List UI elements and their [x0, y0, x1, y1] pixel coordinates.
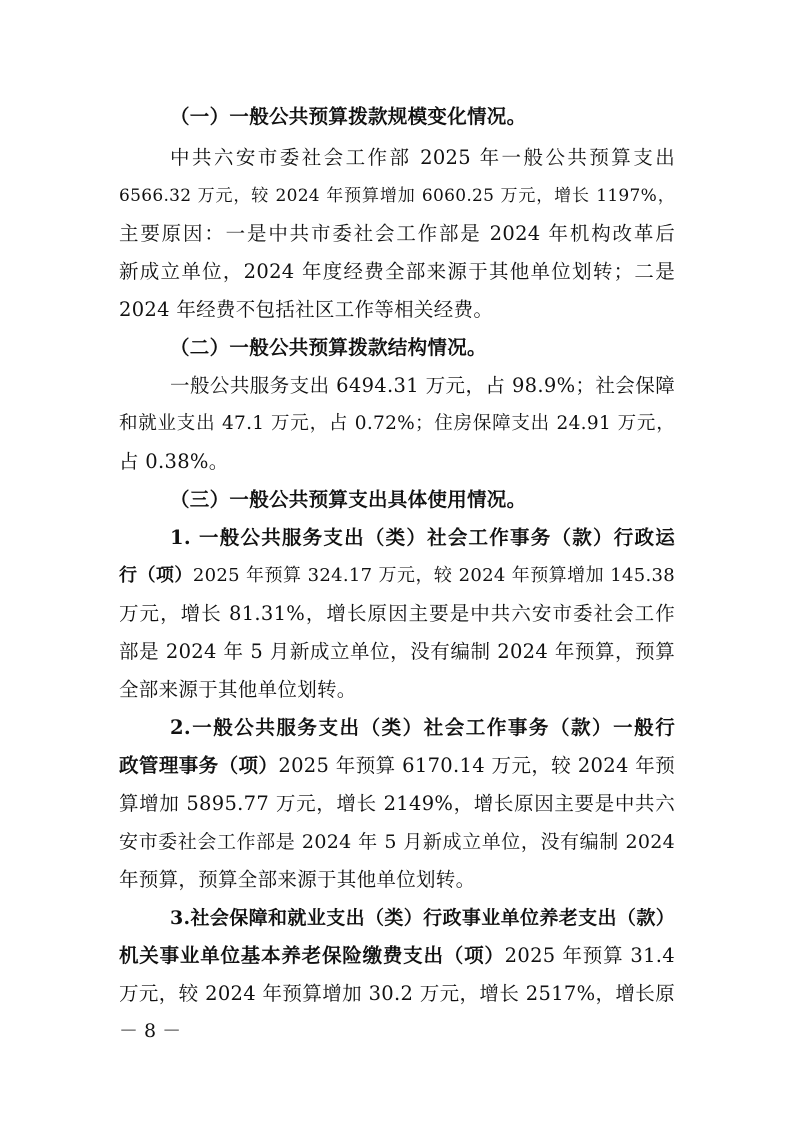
paragraph-line: 部是 2024 年 5 月新成立单位，没有编制 2024 年预算，预算 [119, 640, 675, 663]
paragraph-line: 万元，较 2024 年预算增加 30.2 万元，增长 2517%，增长原 [119, 982, 675, 1005]
section-heading-2: （二）一般公共预算拨款结构情况。 [170, 336, 487, 359]
item-1-title: 1. 一般公共服务支出（类）社会工作事务（款）行政运 [170, 526, 675, 549]
paragraph-line: 6566.32 万元，较 2024 年预算增加 6060.25 万元，增长 1197%， [119, 186, 675, 206]
item-3-title: 3.社会保障和就业支出（类）行政事业单位养老支出（款） [170, 907, 675, 929]
item-2-title: 2.一般公共服务支出（类）社会工作事务（款）一般行 [170, 716, 675, 739]
paragraph-line: 万元，增长 81.31%，增长原因主要是中共六安市委社会工作 [119, 602, 675, 625]
item-2-text: 2025 年预算 6170.14 万元，较 2024 年预 [278, 754, 675, 777]
item-1-line [119, 562, 675, 590]
item-3-line [119, 942, 675, 970]
paragraph-line: 年预算，预算全部来源于其他单位划转。 [119, 868, 476, 891]
section-heading-3: （三）一般公共预算支出具体使用情况。 [170, 488, 527, 511]
paragraph-line: 全部来源于其他单位划转。 [119, 678, 357, 701]
section-heading-1: （一）一般公共预算拨款规模变化情况。 [170, 105, 527, 128]
paragraph-line: 新成立单位，2024 年度经费全部来源于其他单位划转；二是 [119, 260, 675, 283]
paragraph-line: 中共六安市委社会工作部 2025 年一般公共预算支出 [170, 146, 675, 169]
item-2-title-end: 政管理事务（项） [119, 754, 279, 777]
item-2-line [119, 752, 675, 780]
paragraph-line: 一般公共服务支出 6494.31 万元，占 98.9%；社会保障 [170, 374, 675, 397]
item-1-text: 2025 年预算 324.17 万元，较 2024 年预算增加 145.38 [192, 565, 676, 586]
paragraph-line: 主要原因：一是中共市委社会工作部是 2024 年机构改革后 [119, 222, 675, 245]
paragraph-line: 算增加 5895.77 万元，增长 2149%，增长原因主要是中共六 [119, 792, 675, 815]
paragraph-line: 占 0.38%。 [119, 450, 229, 473]
item-3-text: 2025 年预算 31.4 [504, 944, 676, 967]
paragraph-line: 和就业支出 47.1 万元，占 0.72%；住房保障支出 24.91 万元， [119, 413, 675, 434]
paragraph-line: 安市委社会工作部是 2024 年 5 月新成立单位，没有编制 2024 [119, 831, 675, 853]
item-1-title-end: 行（项） [119, 565, 193, 586]
page-number: － 8 － [119, 1020, 182, 1042]
item-3-title-end: 机关事业单位基本养老保险缴费支出（项） [119, 944, 505, 967]
paragraph-line: 2024 年经费不包括社区工作等相关经费。 [119, 298, 494, 321]
